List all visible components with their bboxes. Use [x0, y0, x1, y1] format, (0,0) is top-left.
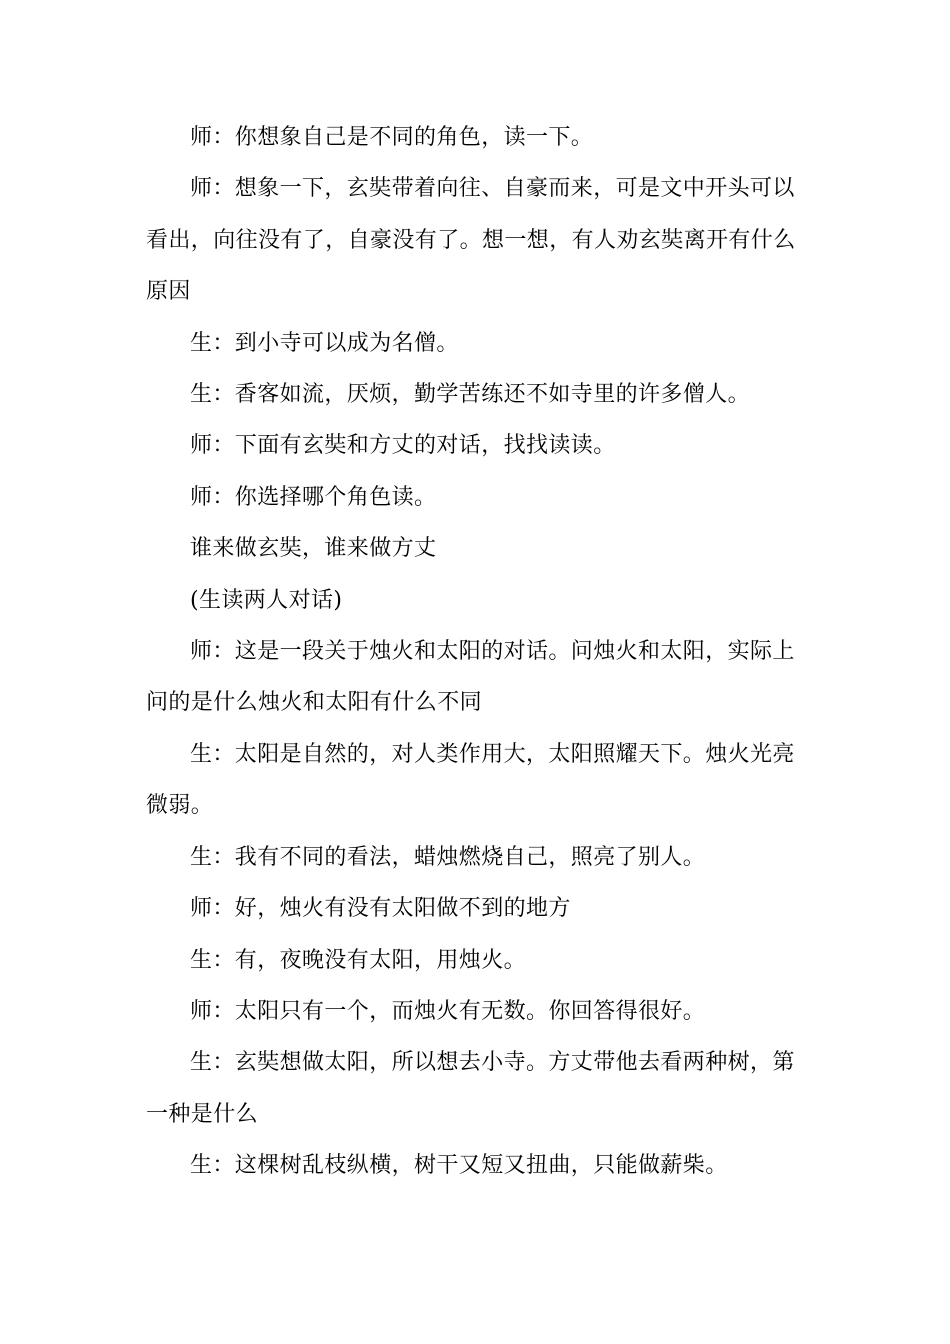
paragraph-11: 生：我有不同的看法，蜡烛燃烧自己，照亮了别人。: [190, 844, 706, 870]
paragraph-3: 生：到小寺可以成为名僧。: [190, 330, 459, 356]
paragraph-12: 师：好，烛火有没有太阳做不到的地方: [190, 896, 571, 922]
paragraph-1: 师：你想象自己是不同的角色，读一下。: [190, 125, 594, 150]
paragraph-4: 生：香客如流，厌烦，勤学苦练还不如寺里的许多僧人。: [190, 382, 751, 408]
paragraph-15: 生：玄奘想做太阳，所以想去小寺。方丈带他去看两种树，第一种是什么: [146, 1050, 795, 1127]
paragraph-13: 生：有，夜晚没有太阳，用烛火。: [190, 947, 527, 973]
paragraph-5: 师：下面有玄奘和方丈的对话，找找读读。: [190, 433, 616, 459]
paragraph-9: 师：这是一段关于烛火和太阳的对话。问烛火和太阳，实际上问的是什么烛火和太阳有什么不同: [146, 639, 795, 716]
paragraph-14: 师：太阳只有一个，而烛火有无数。你回答得很好。: [190, 998, 706, 1024]
paragraph-6: 师：你选择哪个角色读。: [190, 484, 437, 510]
paragraph-7: 谁来做玄奘，谁来做方丈: [190, 536, 437, 562]
paragraph-2: 师：想象一下，玄奘带着向往、自豪而来，可是文中开头可以看出，向往没有了，自豪没有了。想一想，有人劝玄奘离开有什么原因: [146, 176, 796, 305]
paragraph-10: 生：太阳是自然的，对人类作用大，太阳照耀天下。烛火光亮微弱。: [146, 741, 795, 819]
paragraph-16: 生：这棵树乱枝纵横，树干又短又扭曲，只能做薪柴。: [190, 1153, 728, 1179]
document-body: [146, 112, 806, 1192]
paragraph-8: (生读两人对话): [190, 587, 343, 613]
